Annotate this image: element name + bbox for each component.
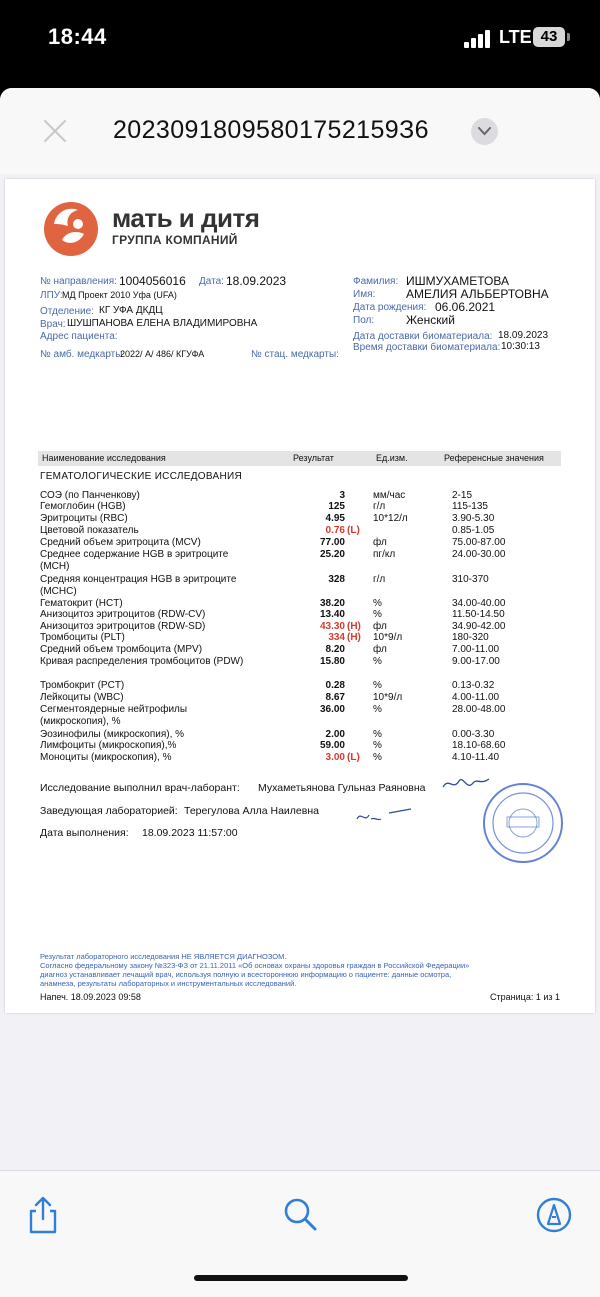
- test-reference: 7.00-11.00: [452, 644, 500, 655]
- test-reference: 4.10-11.40: [452, 752, 500, 763]
- delivery-time-label: Время доставки биоматериала:: [353, 342, 501, 353]
- test-reference: 9.00-17.00: [452, 656, 500, 667]
- test-reference: 28.00-48.00: [452, 704, 506, 715]
- share-icon[interactable]: [25, 1195, 61, 1235]
- test-name: Средний объем тромбоцита (MPV): [40, 644, 203, 655]
- test-result: 77.00: [319, 537, 345, 548]
- test-flag: (L): [347, 525, 360, 536]
- disclaimer-line-3: диагноз устанавливает лечащий врач, используя полную и всестороннюю информацию о пациенте: данные осмотра,: [40, 970, 452, 979]
- test-reference: 0.00-3.30: [452, 729, 495, 740]
- test-unit: %: [373, 598, 382, 609]
- test-reference: 11.50-14.50: [452, 609, 505, 620]
- test-name: Лейкоциты (WBC): [40, 692, 124, 703]
- test-reference: 310-370: [452, 574, 489, 585]
- test-result: 2.00: [325, 729, 345, 740]
- signal-icon: [464, 30, 492, 48]
- col-ref-header: Референсные значения: [444, 453, 544, 463]
- head-label: Заведующая лабораторией:: [40, 805, 178, 817]
- test-result: 15.80: [319, 656, 345, 667]
- test-name: Средний объем эритроцита (MCV): [40, 537, 201, 548]
- status-bar: [0, 0, 600, 80]
- test-result: 59.00: [319, 740, 345, 751]
- test-reference: 24.00-30.00: [452, 549, 506, 560]
- date-label: Дата:: [199, 276, 224, 287]
- test-name: Тромбокрит (PCT): [40, 680, 125, 691]
- document-viewer-sheet: [0, 88, 600, 1297]
- home-indicator: [194, 1275, 408, 1281]
- brand-name: мать и дитя: [112, 203, 260, 233]
- test-name: Средняя концентрация HGB в эритроците (MCHC): [40, 574, 237, 597]
- sex-label: Пол:: [353, 315, 375, 326]
- address-label: Адрес пациента:: [40, 331, 118, 342]
- card-value: 2022/ А/ 486/ КГУФА: [120, 349, 205, 359]
- test-name: Гемоглобин (HGB): [40, 501, 126, 512]
- test-reference: 4.00-11.00: [452, 692, 500, 703]
- col-unit-header: Ед.изм.: [376, 453, 408, 463]
- head-name: Терегулова Алла Наилевна: [184, 805, 319, 817]
- test-reference: 180-320: [452, 632, 489, 643]
- test-name: Анизоцитоз эритроцитов (RDW-SD): [40, 621, 206, 632]
- section-title: ГЕМАТОЛОГИЧЕСКИЕ ИССЛЕДОВАНИЯ: [40, 471, 243, 482]
- test-name: СОЭ (по Панченкову): [40, 490, 140, 501]
- test-result: 8.67: [325, 692, 345, 703]
- test-unit: фл: [373, 644, 387, 655]
- lab-doctor-label: Исследование выполнил врач-лаборант:: [40, 782, 240, 794]
- head-signature: [355, 807, 415, 829]
- test-name: Цветовой показатель: [40, 525, 139, 536]
- name-value: АМЕЛИЯ АЛЬБЕРТОВНА: [406, 287, 549, 301]
- results-table-header: [38, 451, 561, 466]
- test-unit: %: [373, 740, 382, 751]
- lab-doctor-name: Мухаметьянова Гульназ Раяновна: [258, 782, 426, 794]
- direction-value: 1004056016: [119, 274, 186, 288]
- network-type: LTE: [499, 27, 532, 47]
- close-icon[interactable]: [40, 116, 70, 146]
- test-flag: (L): [347, 752, 360, 763]
- surname-label: Фамилия:: [353, 276, 399, 287]
- test-name: Лимфоциты (микроскопия),%: [40, 740, 177, 751]
- test-reference: 3.90-5.30: [452, 513, 495, 524]
- direction-label: № направления:: [40, 276, 117, 287]
- delivery-time-value: 10:30:13: [501, 341, 540, 352]
- test-unit: %: [373, 729, 382, 740]
- disclaimer-line-1: Результат лабораторного исследования НЕ ЯВЛЯЕТСЯ ДИАГНОЗОМ.: [40, 952, 287, 961]
- test-name: Эритроциты (RBC): [40, 513, 128, 524]
- disclaimer: [40, 952, 560, 988]
- doctor-value: ШУШПАНОВА ЕЛЕНА ВЛАДИМИРОВНА: [67, 318, 258, 329]
- test-unit: 10*9/л: [373, 632, 403, 643]
- markup-icon[interactable]: [536, 1195, 572, 1235]
- test-flag: (H): [347, 621, 361, 632]
- sex-value: Женский: [406, 313, 455, 327]
- col-name-header: Наименование исследования: [42, 453, 166, 463]
- test-result: 0.76: [325, 525, 345, 536]
- test-unit: фл: [373, 621, 387, 632]
- birth-label: Дата рождения:: [353, 302, 427, 313]
- test-name: Кривая распределения тромбоцитов (PDW): [40, 656, 244, 667]
- birth-value: 06.06.2021: [435, 300, 496, 314]
- lab-stamp: [481, 781, 565, 865]
- lpu-value: МД Проект 2010 Уфа (UFA): [62, 290, 177, 300]
- test-unit: %: [373, 704, 382, 715]
- test-name: Сегментоядерные нейтрофилы (микроскопия), %: [40, 704, 188, 727]
- viewer-header: [0, 88, 600, 174]
- test-reference: 115-135: [452, 501, 488, 512]
- test-unit: мм/час: [373, 490, 406, 501]
- col-result-header: Результат: [293, 453, 334, 463]
- title-menu-button[interactable]: [471, 118, 498, 145]
- test-unit: %: [373, 656, 382, 667]
- test-unit: пг/кл: [373, 549, 396, 560]
- brand-logo-icon: [40, 196, 102, 258]
- test-reference: 34.90-42.00: [452, 621, 506, 632]
- doctor-label: Врач:: [40, 319, 66, 330]
- test-result: 3.00: [325, 752, 345, 763]
- document-title: 20230918095801752159З6: [113, 116, 429, 144]
- page-number: Страница: 1 из 1: [490, 992, 560, 1002]
- test-unit: %: [373, 680, 382, 691]
- test-result: 334: [328, 632, 345, 643]
- test-unit: %: [373, 752, 382, 763]
- test-name: Тромбоциты (PLT): [40, 632, 125, 643]
- disclaimer-line-4: анамнеза, результаты лабораторных и инструментальных исследований.: [40, 979, 297, 988]
- test-result: 13.40: [319, 609, 345, 620]
- test-name: Анизоцитоз эритроцитов (RDW-CV): [40, 609, 206, 620]
- test-reference: 2-15: [452, 490, 473, 501]
- test-unit: г/л: [373, 574, 386, 585]
- test-reference: 75.00-87.00: [452, 537, 506, 548]
- dept-value: КГ УФА ДКДЦ: [99, 305, 163, 316]
- done-value: 18.09.2023 11:57:00: [142, 827, 238, 839]
- test-unit: фл: [373, 537, 387, 548]
- brand-subtitle: ГРУППА КОМПАНИЙ: [112, 233, 238, 247]
- test-result: 38.20: [319, 598, 345, 609]
- test-result: 4.95: [325, 513, 345, 524]
- stac-label: № стац. медкарты:: [251, 349, 339, 360]
- test-name: Эозинофилы (микроскопия), %: [40, 729, 185, 740]
- test-result: 0.28: [325, 680, 345, 691]
- battery-icon: 43: [533, 27, 565, 47]
- test-reference: 34.00-40.00: [452, 598, 506, 609]
- test-result: 36.00: [319, 704, 345, 715]
- dept-label: Отделение:: [40, 306, 94, 317]
- test-unit: г/л: [373, 501, 386, 512]
- lpu-label: ЛПУ:: [40, 290, 63, 301]
- test-result: 125: [328, 501, 345, 512]
- surname-value: ИШМУХАМЕТОВА: [406, 274, 509, 288]
- test-result: 328: [328, 574, 345, 585]
- delivery-date-value: 18.09.2023: [498, 330, 549, 341]
- printed-date: Напеч. 18.09.2023 09:58: [40, 992, 141, 1002]
- delivery-date-label: Дата доставки биоматериала:: [353, 331, 493, 342]
- test-result: 3: [339, 490, 345, 501]
- search-icon[interactable]: [282, 1195, 318, 1235]
- clock: 18:44: [48, 24, 107, 49]
- chevron-down-icon: [478, 127, 491, 136]
- test-result: 43.30: [319, 621, 345, 632]
- test-name: Моноциты (микроскопия), %: [40, 752, 172, 763]
- document-page: [5, 179, 595, 1013]
- test-name: Среднее содержание HGB в эритроците (MCH): [40, 549, 229, 572]
- done-label: Дата выполнения:: [40, 827, 129, 839]
- test-reference: 18.10-68.60: [452, 740, 506, 751]
- disclaimer-line-2: Согласно федеральному закону №323-ФЗ от 21.11.2011 «Об основах охраны здоровья граждан в Российской Федерации»: [40, 961, 470, 970]
- test-reference: 0.85-1.05: [452, 525, 495, 536]
- date-value: 18.09.2023: [226, 274, 287, 288]
- test-result: 8.20: [325, 644, 345, 655]
- test-result: 25.20: [319, 549, 345, 560]
- card-label: № амб. медкарты: [40, 349, 123, 360]
- test-reference: 0.13-0.32: [452, 680, 495, 691]
- battery-tip: [567, 33, 570, 41]
- test-name: Гематокрит (HCT): [40, 598, 123, 609]
- test-unit: %: [373, 609, 382, 620]
- test-flag: (H): [347, 632, 361, 643]
- test-unit: 10*9/л: [373, 692, 403, 703]
- name-label: Имя:: [353, 289, 376, 300]
- test-unit: 10*12/л: [373, 513, 408, 524]
